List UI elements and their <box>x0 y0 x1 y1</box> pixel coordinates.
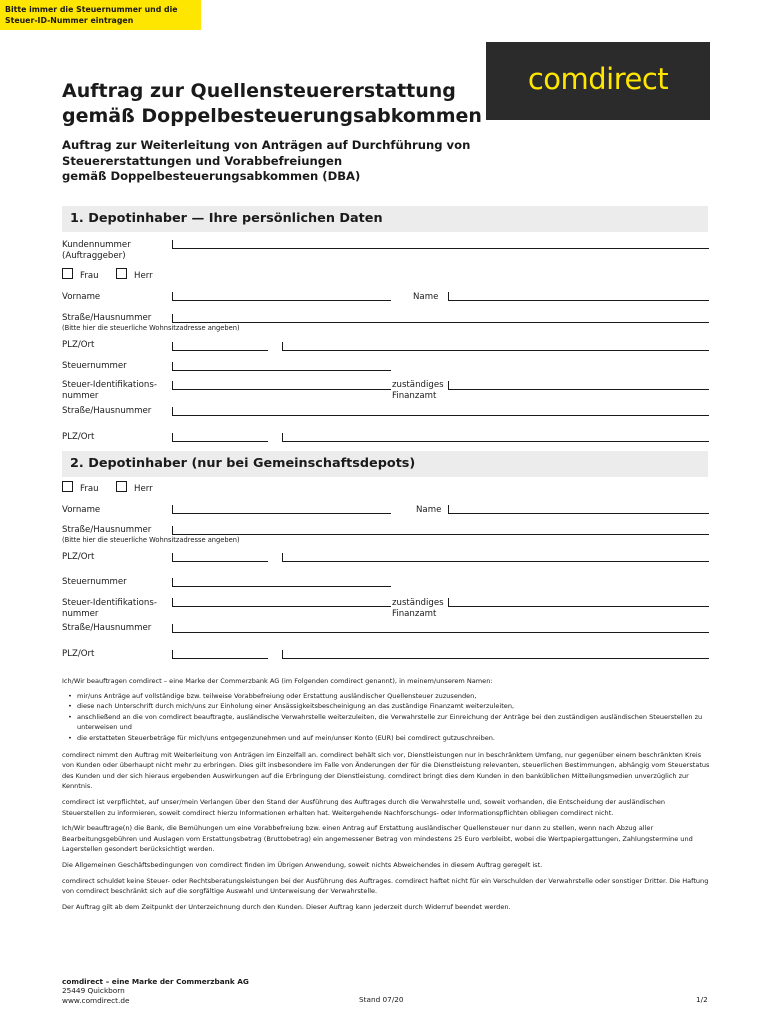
comdirect-logo <box>486 42 710 120</box>
office-street-label: Straße/Hausnummer <box>62 406 152 416</box>
tax-id-2-label-line-1: Steuer-Identifikations- <box>62 598 157 608</box>
subtitle-line-2: Steuererstattungen und Vorabbefreiungen <box>62 153 343 168</box>
street-note: (Bitte hier die steuerliche Wohnsitzadresse angeben) <box>62 324 240 332</box>
tax-office-label <box>392 380 444 402</box>
customer-number-label <box>62 240 131 262</box>
tax-office-2-label-line-2: Finanzamt <box>392 609 437 619</box>
tax-id-2-label-line-2: nummer <box>62 609 99 619</box>
terms-intro: Ich/Wir beauftragen comdirect – eine Marke der Commerzbank AG (im Folgenden comdirect genannt), in meinem/unserem Namen: <box>62 677 493 685</box>
first-name-field[interactable] <box>172 292 391 301</box>
salutation-frau-label: Frau <box>80 271 99 281</box>
street-field[interactable] <box>172 314 709 323</box>
last-name-2-field[interactable] <box>448 505 709 514</box>
last-name-label: Name <box>413 292 439 302</box>
terms-bullet: • die erstatteten Steuerbeträge für mich/uns entgegenzunehmen und auf mein/unser Konto (EUR) bei comdirect gutzuschreiben. <box>72 733 710 744</box>
tax-office-field[interactable] <box>448 381 709 390</box>
salutation-frau-checkbox[interactable] <box>62 268 73 279</box>
title-line-1: Auftrag zur Quellensteuererstattung <box>62 80 456 102</box>
hint-line-1: Bitte immer die Steuernummer und die <box>5 5 178 14</box>
terms-paragraph-2: comdirect ist verpflichtet, auf unser/mein Verlangen über den Stand der Ausführung des Auftrages durch die Verwahrstelle und, soweit vorhanden, die Entscheidung der ausländischen Steuerstellen zu informieren, soweit comdirect hierzu Informationen erhalten hat. Weitergehende Nachforschungs- oder Informationspflichten obliegen comdirect nicht. <box>62 797 666 817</box>
tax-number-label: Steuernummer <box>62 361 127 371</box>
zip-city-label: PLZ/Ort <box>62 340 95 350</box>
tax-number-2-field[interactable] <box>172 578 391 587</box>
last-name-2-label: Name <box>416 505 442 515</box>
street-2-field[interactable] <box>172 526 709 535</box>
office-city-field[interactable] <box>282 433 709 442</box>
zip-field[interactable] <box>172 342 268 351</box>
tax-office-label-line-1: zuständiges <box>392 380 444 390</box>
terms-paragraph-1: comdirect nimmt den Auftrag mit Weiterleitung von Anträgen im Einzelfall an. comdirect behält sich vor, Dienstleistungen nur in beschränktem Umfang, nur gegenüber einem beschränkten Kreis von Kunden oder überhaupt nicht mehr zu erbringen. Dies gilt insbesondere im Falle von Änderungen der für die Dienstleistung relevanten, steuerlichen Bestimmungen, abhängig vom Steuerstatus des Kunden und der sich hieraus ergebenden Auswirkungen auf die Erbringung der Dienstleistung. comdirect bringt dies dem Kunden in den bankúblichen Mitteilungsmedien unverzüglich zur Kenntnis. <box>62 750 710 791</box>
office-zip-city-label: PLZ/Ort <box>62 432 95 442</box>
customer-number-label-line-2: (Auftraggeber) <box>62 251 126 261</box>
office-street-2-field[interactable] <box>172 624 709 633</box>
office-street-field[interactable] <box>172 407 709 416</box>
tax-number-field[interactable] <box>172 362 391 371</box>
tax-id-label-line-1: Steuer-Identifikations- <box>62 380 157 390</box>
salutation-herr-label: Herr <box>134 271 153 281</box>
document-title <box>62 79 482 129</box>
terms-paragraph-6: Der Auftrag gilt ab dem Zeitpunkt der Unterzeichnung durch den Kunden. Dieser Auftrag kann jederzeit durch Widerruf beendet werden. <box>62 902 511 911</box>
office-zip-city-2-label: PLZ/Ort <box>62 649 95 659</box>
terms-paragraph-4: Die Allgemeinen Geschäftsbedingungen von comdirect finden im Übrigen Anwendung, soweit nichts Abweichendes in diesem Auftrag geregelt ist. <box>62 860 543 869</box>
city-field[interactable] <box>282 342 709 351</box>
section-2-title: 2. Depotinhaber (nur bei Gemeinschaftsdepots) <box>70 456 416 471</box>
subtitle-line-3: gemäß Doppelbesteuerungsabkommen (DBA) <box>62 169 361 183</box>
hint-line-2: Steuer-ID-Nummer eintragen <box>5 16 134 25</box>
street-label: Straße/Hausnummer <box>62 313 152 323</box>
footer-version: Stand 07/20 <box>359 995 404 1004</box>
footer-address <box>62 977 249 1005</box>
title-line-2: gemäß Doppelbesteuerungsabkommen <box>62 105 482 127</box>
first-name-2-field[interactable] <box>172 505 391 514</box>
tax-id-field[interactable] <box>172 381 391 390</box>
zip-city-2-label: PLZ/Ort <box>62 552 95 562</box>
salutation-2-herr-checkbox[interactable] <box>116 481 127 492</box>
office-zip-2-field[interactable] <box>172 650 268 659</box>
zip-2-field[interactable] <box>172 553 268 562</box>
office-street-2-label: Straße/Hausnummer <box>62 623 152 633</box>
tax-id-label-line-2: nummer <box>62 391 99 401</box>
salutation-2-herr-label: Herr <box>134 484 153 494</box>
terms-bullet: • diese nach Unterschrift durch mich/uns zur Einholung einer Ansässigkeitsbescheinigung an das zuständige Finanzamt weiterzuleiten, <box>72 701 710 712</box>
logo-text: comdirect <box>527 62 669 96</box>
tax-id-2-label <box>62 598 157 620</box>
tax-id-label <box>62 380 157 402</box>
terms-bullet: • mir/uns Anträge auf vollständige bzw. teilweise Vorabbefreiung oder Erstattung ausländischer Quellensteuer zuzusenden, <box>72 691 710 702</box>
tax-id-2-field[interactable] <box>172 598 391 607</box>
street-2-label: Straße/Hausnummer <box>62 525 152 535</box>
footer-company: comdirect – eine Marke der Commerzbank AG <box>62 977 249 986</box>
customer-number-field[interactable] <box>172 240 709 249</box>
terms-bullet-list <box>62 691 710 744</box>
first-name-label: Vorname <box>62 292 101 302</box>
salutation-2-frau-checkbox[interactable] <box>62 481 73 492</box>
street-2-note: (Bitte hier die steuerliche Wohnsitzadresse angeben) <box>62 536 240 544</box>
office-zip-field[interactable] <box>172 433 268 442</box>
terms-paragraph-5: comdirect schuldet keine Steuer- oder Rechtsberatungsleistungen bei der Ausführung des Auftrages. comdirect haftet nicht für ein Verschulden der Verwahrstelle oder sonstiger Dritter. Die Haftung von comdirect beschränkt sich auf die sorgfältige Auswahl und Unterweisung der Verwahrstelle. <box>62 876 709 896</box>
document-subtitle <box>62 138 482 185</box>
salutation-herr-checkbox[interactable] <box>116 268 127 279</box>
city-2-field[interactable] <box>282 553 709 562</box>
customer-number-label-line-1: Kundennummer <box>62 240 131 250</box>
tax-number-2-label: Steuernummer <box>62 577 127 587</box>
tax-office-2-field[interactable] <box>448 598 709 607</box>
last-name-field[interactable] <box>448 292 709 301</box>
tax-office-2-label-line-1: zuständiges <box>392 598 444 608</box>
tax-number-hint <box>0 0 201 30</box>
section-1-title: 1. Depotinhaber — Ihre persönlichen Daten <box>70 211 383 226</box>
subtitle-line-1: Auftrag zur Weiterleitung von Anträgen auf Durchführung von <box>62 138 471 152</box>
terms-bullet: • anschließend an die von comdirect beauftragte, ausländische Verwahrstelle weiterzuleiten, die Verwahrstelle zur Einreichung der Anträge bei den zuständigen ausländischen Steuerstellen zu unterweisen und <box>72 712 710 733</box>
footer-postal: 25449 Quickborn <box>62 986 125 996</box>
footer-page-number: 1/2 <box>696 995 708 1004</box>
salutation-2-frau-label: Frau <box>80 484 99 494</box>
tax-office-label-line-2: Finanzamt <box>392 391 437 401</box>
office-city-2-field[interactable] <box>282 650 709 659</box>
terms-paragraph-3: Ich/Wir beauftrage(n) die Bank, die Bemühungen um eine Vorabbefreiung bzw. einen Antrag auf Erstattung ausländischer Quellensteuer nur dann zu stellen, wenn nach Abzug aller Bearbeitungsgebühren und Auslagen vom Erstattungsbetrag (Bruttobetrag) ein angemessener Betrag von mindestens 25 Euro verbleibt, wobei die Wertpapiergattungen, Zahlungstermine und Lagerstellen gesondert berücksichtigt werden. <box>62 824 693 854</box>
terms-block <box>62 676 710 912</box>
first-name-2-label: Vorname <box>62 505 101 515</box>
tax-office-2-label <box>392 598 444 620</box>
footer-website: www.comdirect.de <box>62 995 130 1005</box>
